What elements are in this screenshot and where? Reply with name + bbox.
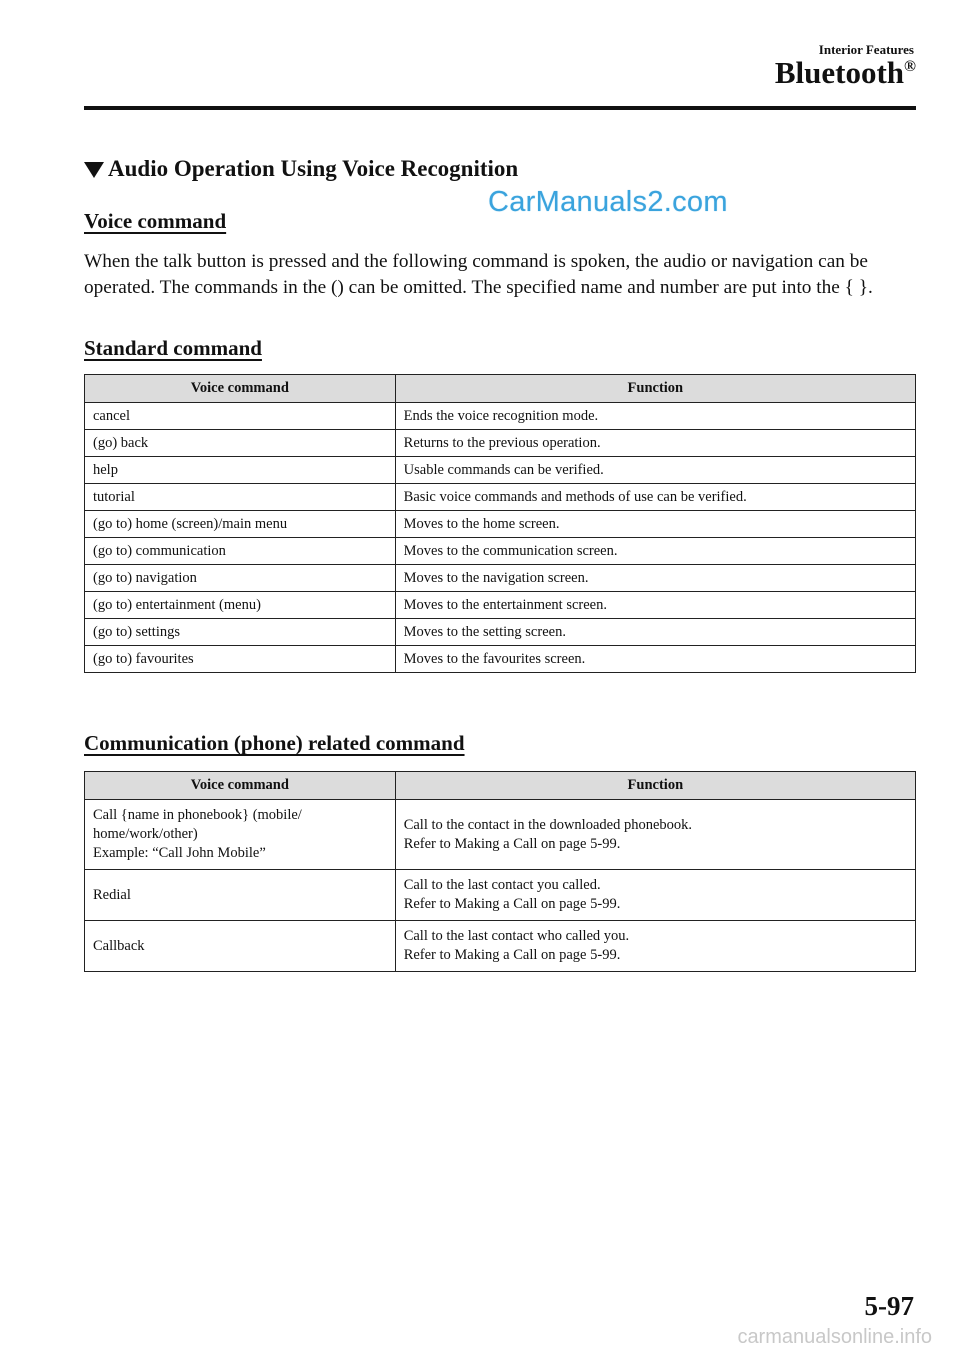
- intro-paragraph: When the talk button is pressed and the following command is spoken, the audio or navigation can be operated. The commands in the () can be omitted. The specified name and number are put into the { }.: [84, 251, 873, 298]
- voice-command-cell: Call {name in phonebook} (mobile/ home/work/other) Example: “Call John Mobile”: [85, 800, 396, 870]
- section-title-text: Audio Operation Using Voice Recognition: [108, 156, 519, 181]
- function-cell: Usable commands can be verified.: [395, 457, 915, 484]
- table-row: [85, 565, 916, 592]
- table-row: [85, 646, 916, 673]
- function-cell: Call to the last contact who called you. Refer to Making a Call on page 5-99.: [395, 921, 915, 972]
- table-row: [85, 457, 916, 484]
- function-cell: Moves to the navigation screen.: [395, 565, 915, 592]
- table-row: [85, 619, 916, 646]
- voice-command-cell: Redial: [85, 870, 396, 921]
- table-row: [85, 921, 916, 972]
- watermark-bottom: carmanualsonline.info: [737, 1326, 932, 1348]
- header-section: Interior Features: [818, 42, 914, 57]
- table-row: [85, 538, 916, 565]
- voice-command-cell: (go to) communication: [85, 538, 396, 565]
- function-cell: Moves to the favourites screen.: [395, 646, 915, 673]
- function-cell: Basic voice commands and methods of use can be verified.: [395, 484, 915, 511]
- column-header-function: Function: [395, 375, 915, 403]
- header-chapter: [775, 56, 916, 90]
- header-rule: [84, 106, 916, 110]
- table-row: [85, 484, 916, 511]
- function-cell: Moves to the entertainment screen.: [395, 592, 915, 619]
- column-header-function: Function: [395, 772, 915, 800]
- function-cell: Moves to the home screen.: [395, 511, 915, 538]
- communication-command-table: [84, 771, 916, 972]
- function-cell: Moves to the communication screen.: [395, 538, 915, 565]
- registered-mark: ®: [904, 58, 916, 75]
- voice-command-cell: (go) back: [85, 430, 396, 457]
- table-header-row: [85, 375, 916, 403]
- triangle-down-icon: [84, 162, 104, 178]
- function-cell: Ends the voice recognition mode.: [395, 403, 915, 430]
- table-row: [85, 800, 916, 870]
- table-row: [85, 403, 916, 430]
- table-row: [85, 592, 916, 619]
- function-cell: Moves to the setting screen.: [395, 619, 915, 646]
- table-row: [85, 511, 916, 538]
- voice-command-cell: tutorial: [85, 484, 396, 511]
- table-header-row: [85, 772, 916, 800]
- function-cell: Returns to the previous operation.: [395, 430, 915, 457]
- communication-command-heading: Communication (phone) related command: [84, 731, 465, 755]
- column-header-voice-command: Voice command: [85, 375, 396, 403]
- watermark-top: CarManuals2.com: [488, 186, 728, 218]
- voice-command-cell: (go to) navigation: [85, 565, 396, 592]
- voice-command-cell: (go to) favourites: [85, 646, 396, 673]
- voice-command-cell: help: [85, 457, 396, 484]
- voice-command-cell: (go to) entertainment (menu): [85, 592, 396, 619]
- function-cell: Call to the last contact you called. Refer to Making a Call on page 5-99.: [395, 870, 915, 921]
- voice-command-cell: Callback: [85, 921, 396, 972]
- table-row: [85, 870, 916, 921]
- chapter-title: Bluetooth: [774, 55, 905, 90]
- column-header-voice-command: Voice command: [85, 772, 396, 800]
- voice-command-heading: Voice command: [84, 209, 227, 233]
- table-row: [85, 430, 916, 457]
- standard-command-heading: Standard command: [84, 336, 262, 360]
- function-cell: Call to the contact in the downloaded phonebook. Refer to Making a Call on page 5-99.: [395, 800, 915, 870]
- voice-command-cell: (go to) settings: [85, 619, 396, 646]
- page-number: 5-97: [864, 1291, 914, 1321]
- voice-command-cell: (go to) home (screen)/main menu: [85, 511, 396, 538]
- section-title: [84, 156, 518, 182]
- standard-command-table: [84, 374, 916, 673]
- voice-command-cell: cancel: [85, 403, 396, 430]
